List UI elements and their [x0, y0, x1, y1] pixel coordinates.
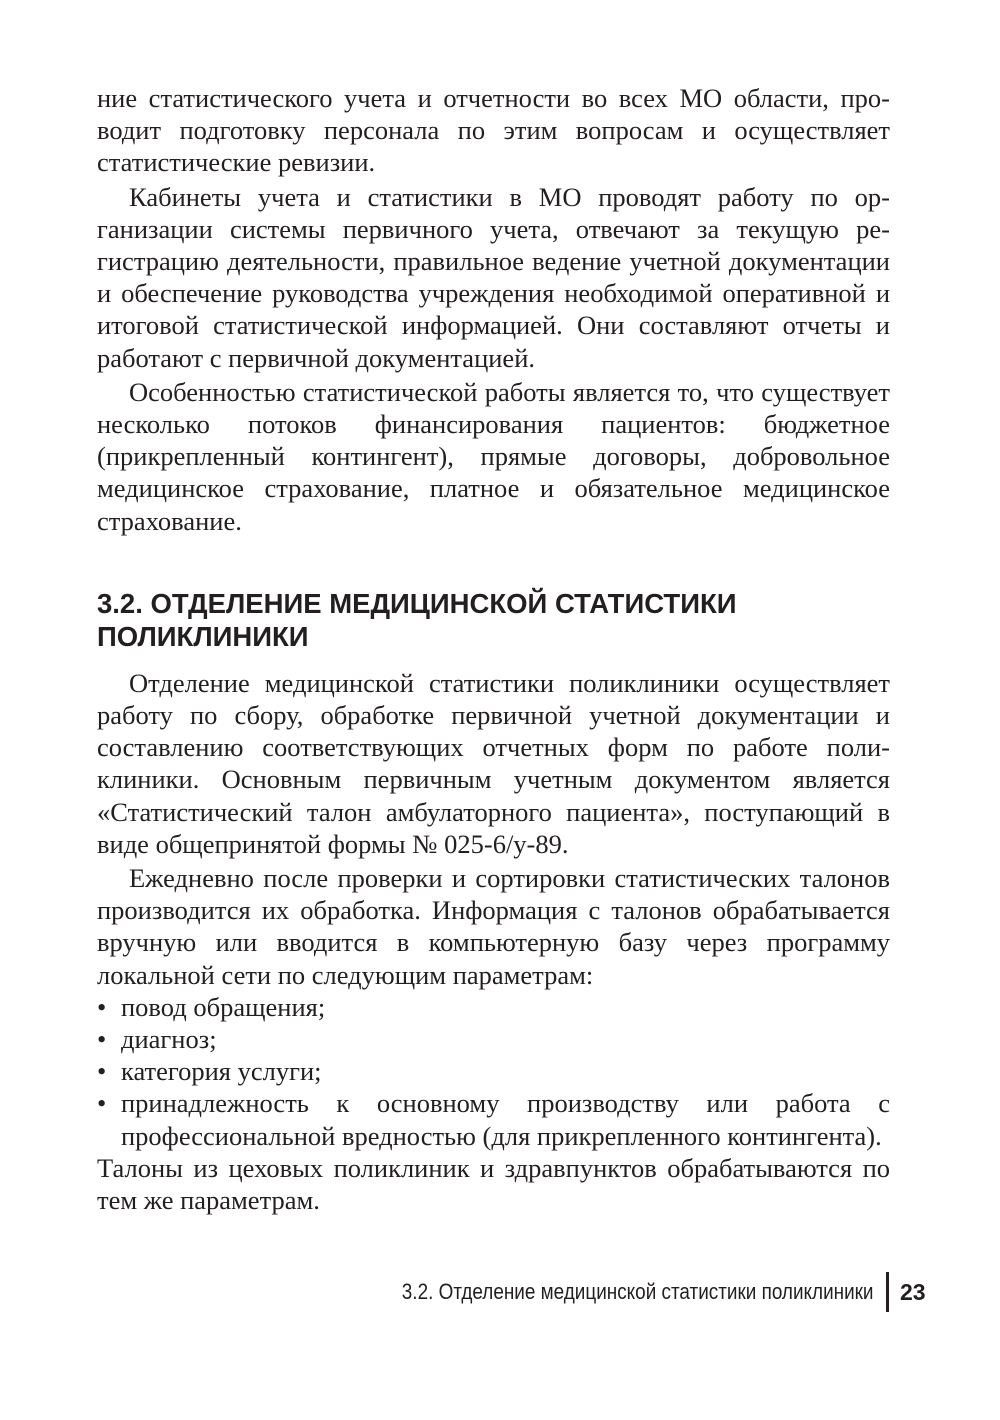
- paragraph-accounting-offices: Кабинеты учета и статистики в МО проводят работу по организации системы первичного учета, отвечают за текущую регистрацию деятельности, правильное ведение учетной документации и обеспечение руководства учреждения необходимой оперативной и итоговой статистической информацией. Они составляют отчеты и работают с первичной документацией.: [97, 181, 890, 373]
- page-footer: [0, 1272, 1000, 1312]
- list-item: [97, 991, 890, 1023]
- paragraph-funding-streams: Особенностью статистической работы является то, что существует несколько потоков финансирования пациентов: бюджетное (прикрепленный контингент), прямые договоры, добровольное медицинское страхование, платное и обязательное медицинское страхование.: [97, 376, 890, 536]
- list-item: [97, 1023, 890, 1055]
- running-title: 3.2. Отделение медицинской статистики поликлиники: [401, 1279, 873, 1304]
- list-item-text: категория услуги;: [121, 1056, 322, 1087]
- bullet-marker: •: [97, 991, 107, 1022]
- paragraph-continuation: ние статистического учета и отчетности во всех МО области, проводит подготовку персонала по этим вопросам и осуществляет статистические ревизии.: [97, 83, 890, 178]
- list-item-text: повод обращения;: [121, 991, 326, 1022]
- bullet-marker: •: [97, 1024, 107, 1055]
- bullet-marker: •: [97, 1056, 107, 1087]
- list-item-text: диагноз;: [121, 1024, 217, 1055]
- paragraph-closing: Талоны из цеховых поликлиник и здравпунктов обрабатываются по тем же параметрам.: [97, 1152, 890, 1216]
- list-item: [97, 1087, 890, 1151]
- page-number: 23: [900, 1279, 926, 1305]
- list-item: [97, 1055, 890, 1087]
- footer-divider: [886, 1272, 889, 1312]
- page-content: [97, 82, 890, 1216]
- section-heading: 3.2. ОТДЕЛЕНИЕ МЕДИЦИНСКОЙ СТАТИСТИКИ ПОЛИКЛИНИКИ: [97, 587, 737, 652]
- paragraph-daily-processing: Ежедневно после проверки и сортировки статистических талонов производится их обработка. Информация с талонов обрабатывается вручную или вводится в компьютерную базу через программу локальной сети по следующим параметрам:: [97, 863, 890, 990]
- list-item-text: принадлежность к основному производству или работа с профессиональной вредностью (для прикрепленного контингента).: [121, 1088, 890, 1151]
- paragraph-department-overview: Отделение медицинской статистики поликлиники осуществляет работу по сбору, обработке первичной учетной документации и составлению соответствующих отчетных форм по работе поликлиники. Основным первичным учетным документом является «Статистический талон амбулаторного пациента», поступающий в виде общепринятой формы № 025-6/у-89.: [97, 667, 890, 859]
- bullet-marker: •: [97, 1088, 107, 1119]
- parameter-list: [97, 991, 890, 1152]
